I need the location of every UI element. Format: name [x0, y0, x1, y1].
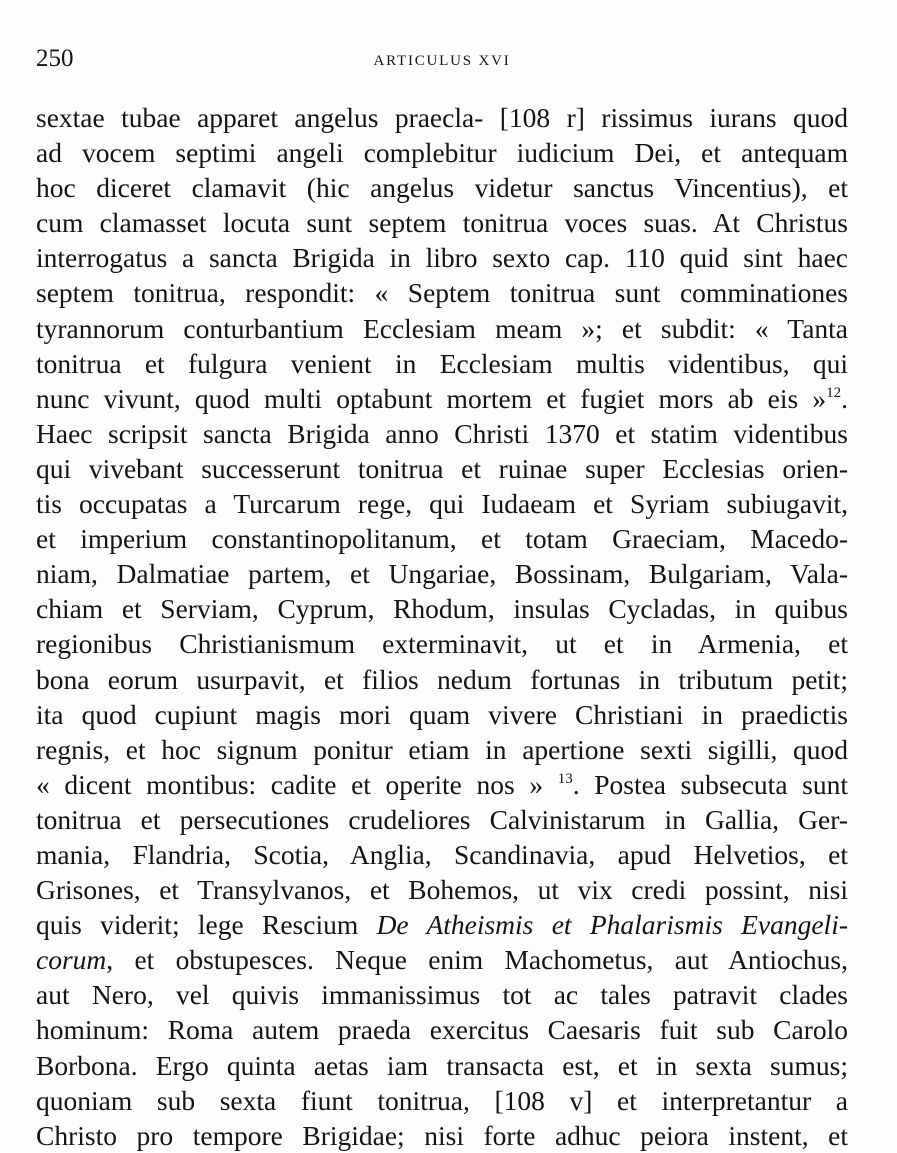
- text-line: sextae tubae apparet angelus praecla- [108 r] rissimus iurans quod: [36, 102, 848, 133]
- text-line: hominum: Roma autem praeda exercitus Caesaris fuit sub Carolo: [36, 1014, 848, 1046]
- text-line: Borbona. Ergo quinta aetas iam transacta est, et in sexta sumus;: [36, 1049, 848, 1081]
- text-line: hoc diceret clamavit (hic angelus videtur sanctus Vincentius), et: [36, 172, 848, 204]
- text-line-main: quis viderit; lege Rescium: [36, 909, 359, 941]
- text-line: niam, Dalmatiae partem, et Ungariae, Bossinam, Bulgariam, Vala-: [36, 558, 848, 590]
- text-line: regnis, et hoc signum ponitur etiam in apertione sexti sigilli, quod: [36, 733, 848, 765]
- text-line: Haec scripsit sancta Brigida anno Christi 1370 et statim videntibus: [36, 417, 848, 449]
- text-line: tis occupatas a Turcarum rege, qui Iudaeam et Syriam subiugavit,: [36, 488, 848, 520]
- text-line: cum clamasset locuta sunt septem tonitrua voces suas. At Christus: [36, 207, 848, 239]
- body-text: [36, 100, 848, 1153]
- page-header: [36, 42, 848, 76]
- text-line-main: « dicent montibus: cadite et operite nos »: [36, 768, 544, 800]
- text-line: et imperium constantinopolitanum, et totam Graeciam, Macedo-: [36, 523, 848, 555]
- text-line: tonitrua et fulgura venient in Ecclesiam multis videntibus, qui: [36, 347, 848, 379]
- text-line-tail: .: [841, 382, 848, 414]
- text-line: Grisones, et Transylvanos, et Bohemos, ut vix credi possint, nisi: [36, 874, 848, 906]
- text-line: mania, Flandria, Scotia, Anglia, Scandinavia, apud Helvetios, et: [36, 838, 848, 870]
- text-line: interrogatus a sancta Brigida in libro sexto cap. 110 quid sint haec: [36, 242, 848, 274]
- text-line: [36, 767, 848, 802]
- footnote-marker-13: 13: [557, 770, 573, 787]
- text-line: tyrannorum conturbantium Ecclesiam meam »; et subdit: « Tanta: [36, 312, 848, 344]
- text-line: chiam et Serviam, Cyprum, Rhodum, insulas Cycladas, in quibus: [36, 593, 848, 625]
- text-line: qui vivebant successerunt tonitrua et ruinae super Ecclesias orien-: [36, 452, 848, 484]
- text-line: bona eorum usurpavit, et filios nedum fortunas in tributum petit;: [36, 663, 848, 695]
- text-line: aut Nero, vel quivis immanissimus tot ac tales patravit clades: [36, 979, 848, 1011]
- text-line: [36, 907, 848, 942]
- page-number: 250: [36, 45, 74, 72]
- text-line: ita quod cupiunt magis mori quam vivere Christiani in praedictis: [36, 698, 848, 730]
- text-line: Christo pro tempore Brigidae; nisi forte adhuc peiora instent, et: [36, 1119, 848, 1151]
- text-line: ad vocem septimi angeli complebitur iudicium Dei, et antequam: [36, 137, 848, 169]
- text-line: quoniam sub sexta fiunt tonitrua, [108 v] et interpretantur a: [36, 1084, 848, 1116]
- text-line: [36, 942, 848, 977]
- text-line: septem tonitrua, respondit: « Septem tonitrua sunt comminationes: [36, 277, 848, 309]
- book-title-italic-continued: corum: [36, 944, 107, 976]
- text-line: tonitrua et persecutiones crudeliores Calvinistarum in Gallia, Ger-: [36, 803, 848, 835]
- text-line-main: , et obstupesces. Neque enim Machometus, aut Antiochus,: [106, 944, 848, 976]
- book-title-italic: De Atheismis et Phalarismis Evangeli-: [376, 909, 848, 941]
- text-line-main: nunc vivunt, quod multi optabunt mortem et fugiet mors ab eis »: [36, 382, 827, 414]
- text-line: regionibus Christianismum exterminavit, ut et in Armenia, et: [36, 628, 848, 660]
- text-line-tail: . Postea subsecuta sunt: [572, 768, 848, 800]
- running-head: ARTICULUS XVI: [373, 53, 511, 69]
- footnote-marker-12: 12: [826, 384, 842, 401]
- text-line: [36, 381, 848, 416]
